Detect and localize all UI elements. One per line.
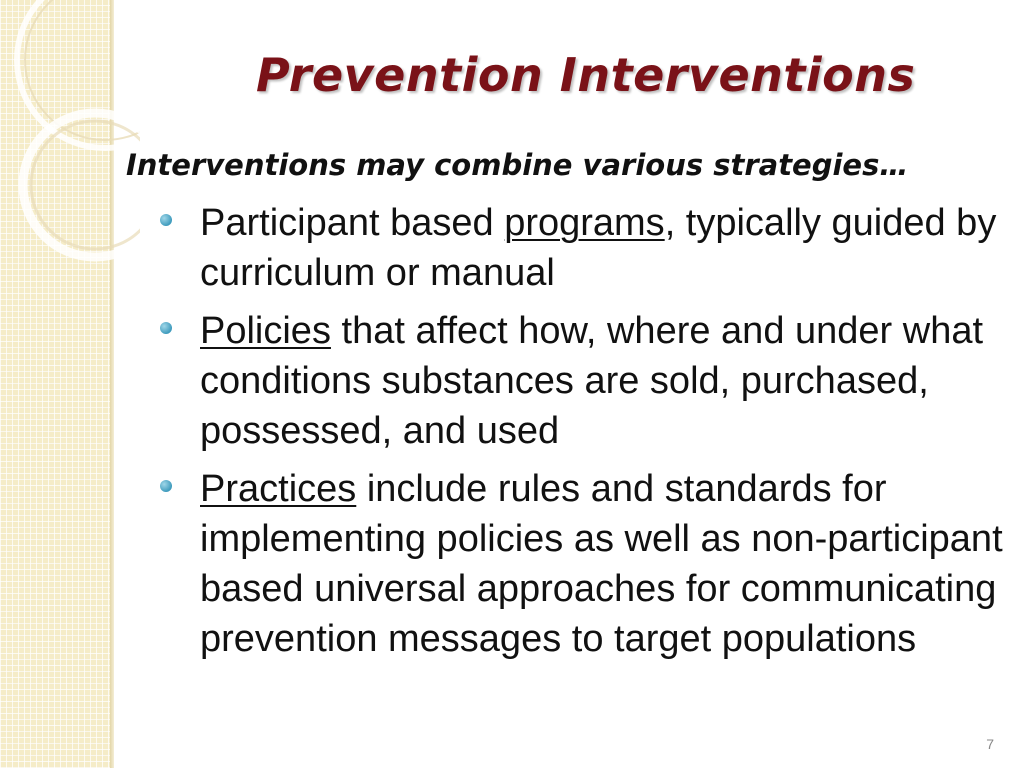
bullet-item-programs [160, 198, 1010, 298]
bullet-text [200, 310, 983, 452]
bullet-text [200, 202, 996, 294]
bullet-item-policies [160, 306, 1010, 456]
bullet-keyword: Practices [200, 468, 357, 510]
bullet-text-rest: include rules and standards for implementing policies as well as non-participant based universal approaches for communicating prevention messages to target populations [200, 468, 1003, 660]
sidebar-edge [110, 0, 114, 768]
bullet-text [200, 468, 1003, 660]
bullet-text-pre: Participant based [200, 202, 505, 244]
slide-subtitle: Interventions may combine various strategies… [126, 148, 909, 182]
bullet-keyword: Policies [200, 310, 331, 352]
slide-title: Prevention Interventions [256, 48, 916, 102]
bullet-keyword: programs [504, 202, 665, 244]
page-number: 7 [986, 736, 994, 752]
bullet-text-rest: that affect how, where and under what conditions substances are sold, purchased, possessed, and used [200, 310, 984, 452]
bullet-item-practices [160, 464, 1010, 664]
decorative-sidebar [0, 0, 112, 768]
bullet-list [160, 198, 1010, 672]
bullet-marker-icon [160, 480, 172, 492]
bullet-marker-icon [160, 322, 172, 334]
bullet-text-rest: , typically guided by curriculum or manual [200, 202, 997, 294]
bullet-marker-icon [160, 214, 172, 226]
